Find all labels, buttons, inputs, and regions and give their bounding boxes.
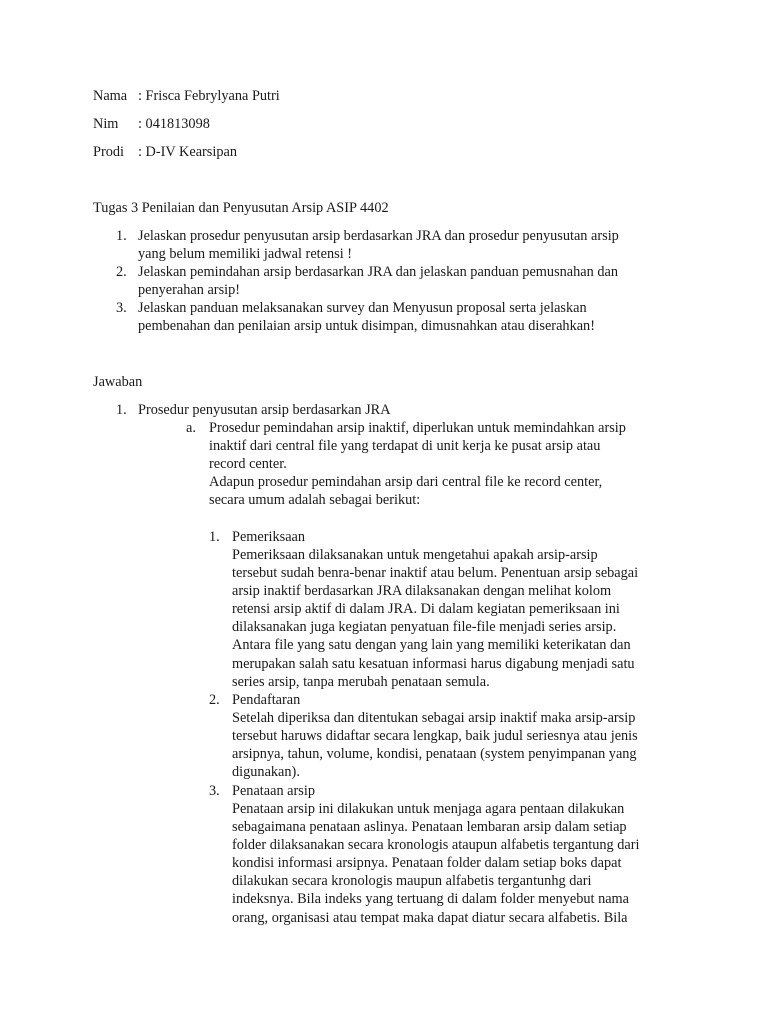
paragraph-line: inaktif dari central file yang terdapat di unit kerja ke pusat arsip atau xyxy=(209,438,601,455)
question-number: 3. xyxy=(116,300,127,316)
paragraph-line: secara umum adalah sebagai berikut: xyxy=(209,492,421,509)
step-text xyxy=(232,800,639,927)
step-number: 2. xyxy=(209,692,220,708)
paragraph-line: digunakan). xyxy=(232,764,300,781)
paragraph-line: series arsip, tanpa merubah penataan semula. xyxy=(232,673,490,690)
question-line: Jelaskan prosedur penyusutan arsip berdasarkan JRA dan prosedur penyusutan arsip xyxy=(138,228,619,244)
sub-item-label: a. xyxy=(186,420,196,436)
prodi-value: : D-IV Kearsipan xyxy=(138,144,237,160)
paragraph-line: merupakan salah satu kesatuan informasi harus digabung menjadi satu xyxy=(232,655,635,672)
step-number: 1. xyxy=(209,529,220,545)
paragraph-line: record center. xyxy=(209,456,287,473)
sub-item-text xyxy=(209,419,626,509)
paragraph-line: dilakukan secara kronologis maupun alfabetis tergantunhg dari xyxy=(232,873,592,890)
paragraph-line: retensi arsip aktif di dalam JRA. Di dalam kegiatan pemeriksaan ini xyxy=(232,601,620,618)
question-text xyxy=(138,227,619,263)
answer-item-title: Prosedur penyusutan arsip berdasarkan JRA xyxy=(138,402,391,418)
paragraph-line: Adapun prosedur pemindahan arsip dari central file ke record center, xyxy=(209,474,603,491)
paragraph-line: folder dilaksanakan secara kronologis ataupun alfabetis tergantung dari xyxy=(232,837,640,854)
question-line: penyerahan arsip! xyxy=(138,282,241,299)
question-number: 2. xyxy=(116,264,127,280)
answer-heading: Jawaban xyxy=(93,374,143,390)
step-title: Penataan arsip xyxy=(232,783,315,799)
nim-value: : 041813098 xyxy=(138,116,210,132)
paragraph-line: arsipnya, tahun, volume, kondisi, penataan (system penyimpanan yang xyxy=(232,746,637,763)
question-text xyxy=(138,263,618,299)
paragraph-line: indeksnya. Bila indeks yang tertuang di dalam folder menyebut nama xyxy=(232,891,630,908)
paragraph-line: dilaksanakan juga kegiatan penyatuan file-file menjadi series arsip. xyxy=(232,619,617,636)
step-text xyxy=(232,709,638,781)
question-line: pembenahan dan penilaian arsip untuk disimpan, dimusnahkan atau diserahkan! xyxy=(138,318,595,335)
paragraph-line: Setelah diperiksa dan ditentukan sebagai arsip inaktif maka arsip-arsip xyxy=(232,710,636,726)
nim-label: Nim xyxy=(93,116,119,132)
question-line: Jelaskan panduan melaksanakan survey dan Menyusun proposal serta jelaskan xyxy=(138,300,587,316)
assignment-title: Tugas 3 Penilaian dan Penyusutan Arsip ASIP 4402 xyxy=(93,200,389,216)
paragraph-line: orang, organisasi atau tempat maka dapat diatur secara alfabetis. Bila xyxy=(232,909,628,926)
name-label: Nama xyxy=(93,88,128,104)
paragraph-line: kondisi informasi arsipnya. Penataan folder dalam setiap boks dapat xyxy=(232,855,622,872)
question-line: yang belum memiliki jadwal retensi ! xyxy=(138,246,352,263)
step-title: Pendaftaran xyxy=(232,692,301,708)
paragraph-line: Penataan arsip ini dilakukan untuk menjaga agara pentaan dilakukan xyxy=(232,801,625,817)
step-number: 3. xyxy=(209,783,220,799)
paragraph-line: arsip inaktif berdasarkan JRA dilaksanakan dengan melihat kolom xyxy=(232,583,612,600)
question-number: 1. xyxy=(116,228,127,244)
paragraph-line: sebagaimana penataan aslinya. Penataan lembaran arsip dalam setiap xyxy=(232,819,627,836)
paragraph-line: tersebut haruws didaftar secara lengkap, baik judul seriesnya atau jenis xyxy=(232,728,638,745)
paragraph-line: tersebut sudah benra-benar inaktif atau belum. Penentuan arsip sebagai xyxy=(232,565,639,582)
name-value: : Frisca Febrylyana Putri xyxy=(138,88,280,104)
question-text xyxy=(138,299,595,335)
prodi-label: Prodi xyxy=(93,144,124,160)
paragraph-line: Prosedur pemindahan arsip inaktif, diperlukan untuk memindahkan arsip xyxy=(209,420,626,436)
step-title: Pemeriksaan xyxy=(232,529,306,545)
step-text xyxy=(232,546,638,691)
paragraph-line: Pemeriksaan dilaksanakan untuk mengetahui apakah arsip-arsip xyxy=(232,547,598,563)
paragraph-line: Antara file yang satu dengan yang lain yang memiliki keterikatan dan xyxy=(232,637,631,654)
question-line: Jelaskan pemindahan arsip berdasarkan JRA dan jelaskan panduan pemusnahan dan xyxy=(138,264,618,280)
answer-item-number: 1. xyxy=(116,402,127,418)
